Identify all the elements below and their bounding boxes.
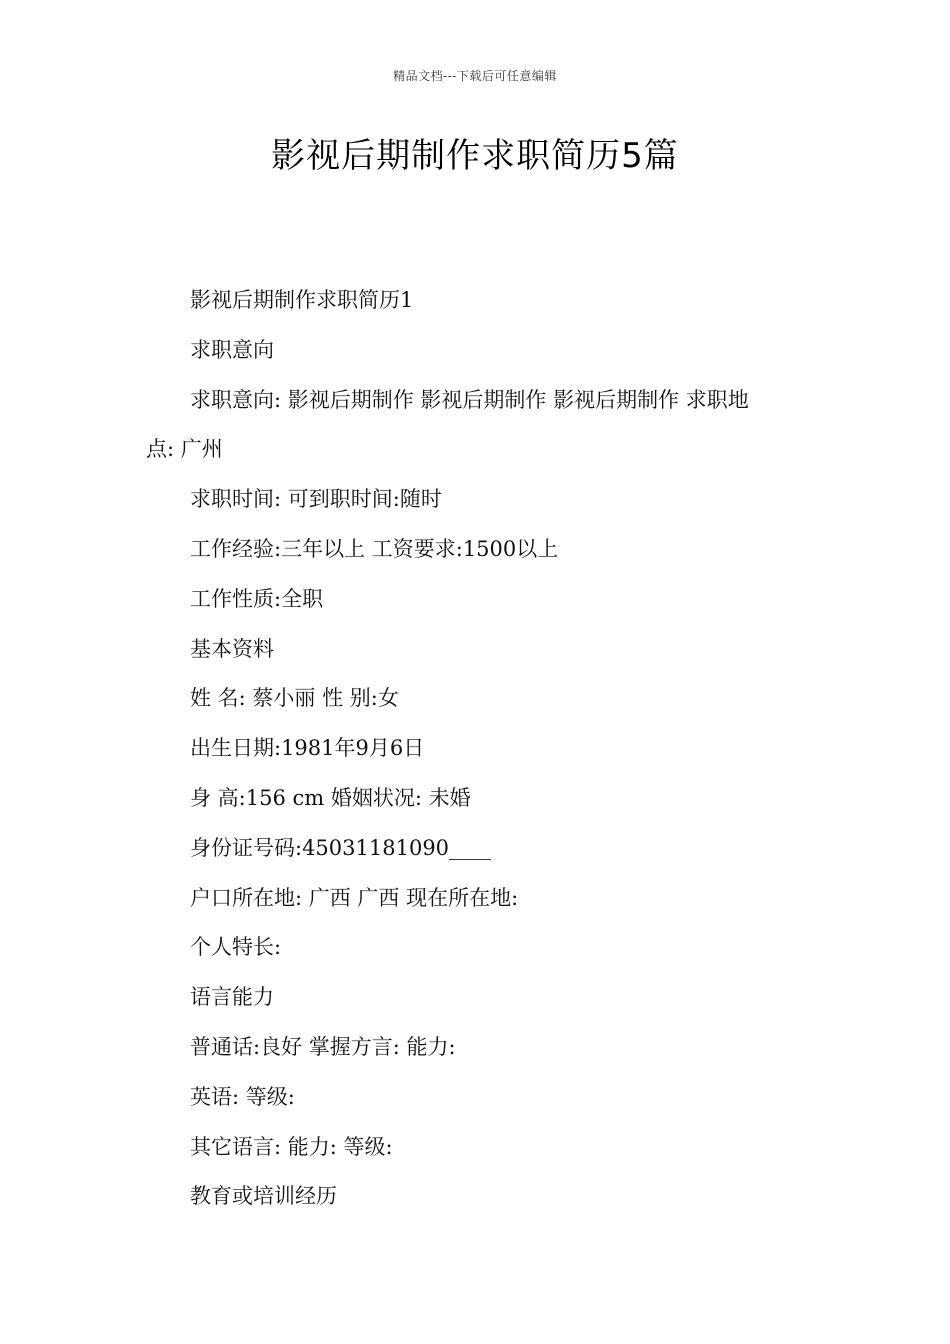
- english-line: 英语: 等级:: [190, 1084, 295, 1109]
- mandarin-line: 普通话:良好 掌握方言: 能力:: [190, 1034, 456, 1059]
- job-type-line: 工作性质:全职: [190, 586, 324, 611]
- document-title: 影视后期制作求职简历5篇: [271, 136, 679, 176]
- residence-line: 户口所在地: 广西 广西 现在所在地:: [190, 885, 519, 910]
- document-body: [146, 284, 816, 1230]
- section-heading-job-intent: 求职意向: [190, 337, 274, 362]
- height-marital-line: 身 高:156 cm 婚姻状况: 未婚: [190, 785, 471, 810]
- birth-date-line: 出生日期:1981年9月6日: [190, 736, 425, 761]
- header-note: 精品文档---下载后可任意编辑: [393, 69, 557, 83]
- name-gender-line: 姓 名: 蔡小丽 性 别:女: [190, 686, 399, 711]
- section-heading-language: 语言能力: [190, 985, 274, 1010]
- personal-skills-line: 个人特长:: [190, 935, 282, 960]
- section-heading-basic-info: 基本资料: [190, 636, 274, 661]
- section-heading-education: 教育或培训经历: [190, 1184, 337, 1209]
- job-time-line: 求职时间: 可到职时间:随时: [190, 487, 442, 512]
- resume-heading: 影视后期制作求职简历1: [190, 288, 414, 312]
- experience-salary-line: 工作经验:三年以上 工资要求:1500以上: [190, 536, 559, 561]
- job-location-continuation: 点: 广州: [146, 437, 223, 462]
- job-intent-line: 求职意向: 影视后期制作 影视后期制作 影视后期制作 求职地: [190, 387, 749, 412]
- other-language-line: 其它语言: 能力: 等级:: [190, 1134, 393, 1159]
- id-number-line: 身份证号码:45031181090____: [190, 835, 492, 860]
